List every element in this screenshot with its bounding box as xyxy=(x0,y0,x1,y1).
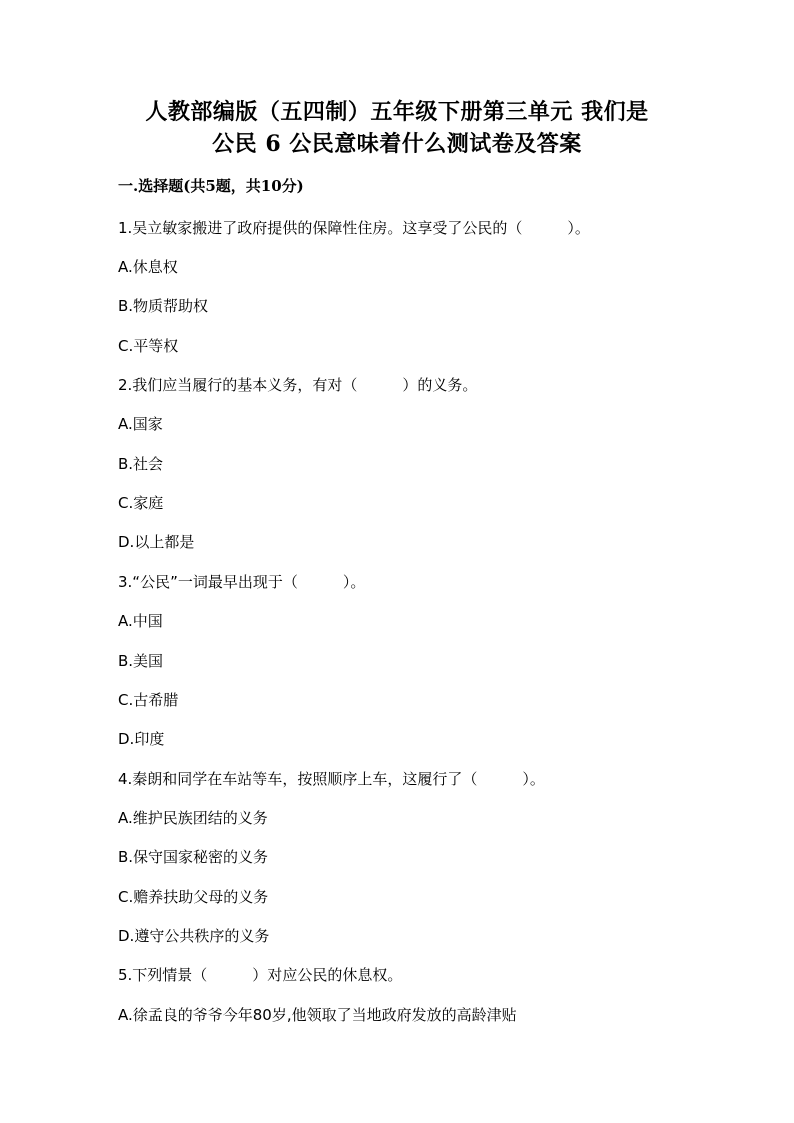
question-2-option-a: A.国家 xyxy=(118,415,163,433)
question-5-option-a: A.徐孟良的爷爷今年80岁,他领取了当地政府发放的高龄津贴 xyxy=(118,1006,517,1024)
question-5-stem: 5.下列情景（ ）对应公民的休息权。 xyxy=(118,966,403,984)
page-title-line-1: 人教部编版（五四制）五年级下册第三单元 我们是 xyxy=(145,99,649,125)
section-heading: 一.选择题(共5题，共10分) xyxy=(118,177,304,195)
question-2-stem: 2.我们应当履行的基本义务，有对（ ）的义务。 xyxy=(118,376,478,394)
question-4-option-a: A.维护民族团结的义务 xyxy=(118,809,268,827)
question-2-option-d: D.以上都是 xyxy=(118,533,195,551)
question-3-option-b: B.美国 xyxy=(118,652,164,670)
question-1-option-a: A.休息权 xyxy=(118,258,178,276)
question-2-option-b: B.社会 xyxy=(118,455,164,473)
question-4-option-b: B.保守国家秘密的义务 xyxy=(118,848,269,866)
question-3-option-a: A.中国 xyxy=(118,612,163,630)
question-3-stem: 3.“公民”一词最早出现于（ ）。 xyxy=(118,573,366,591)
question-3-option-d: D.印度 xyxy=(118,730,165,748)
question-4-option-c: C.赡养扶助父母的义务 xyxy=(118,888,269,906)
question-4-option-d: D.遵守公共秩序的义务 xyxy=(118,927,270,945)
question-3-option-c: C.古希腊 xyxy=(118,691,179,709)
question-1-stem: 1.吴立敏家搬进了政府提供的保障性住房。这享受了公民的（ ）。 xyxy=(118,219,590,237)
question-1-option-c: C.平等权 xyxy=(118,337,179,355)
question-2-option-c: C.家庭 xyxy=(118,494,164,512)
question-1-option-b: B.物质帮助权 xyxy=(118,297,209,315)
page-title-line-2: 公民 6 公民意味着什么测试卷及答案 xyxy=(212,131,582,157)
question-4-stem: 4.秦朗和同学在车站等车，按照顺序上车，这履行了（ ）。 xyxy=(118,770,545,788)
